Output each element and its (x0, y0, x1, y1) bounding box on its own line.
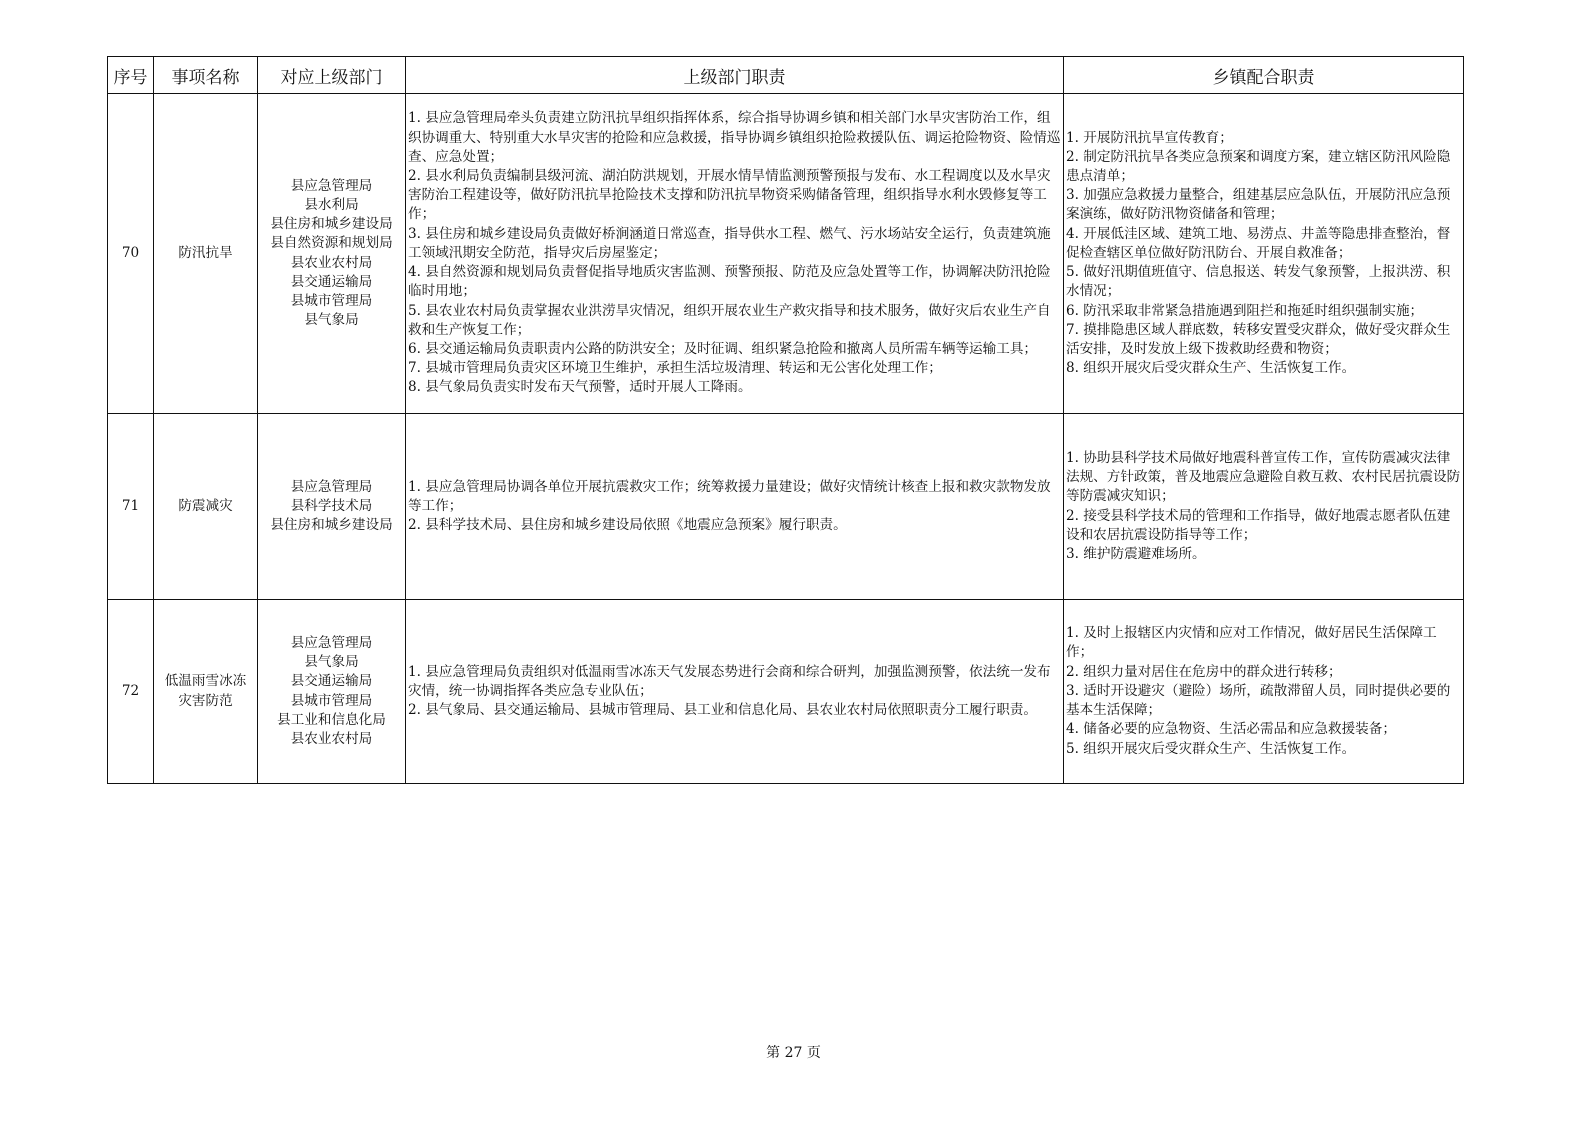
department-line: 县城市管理局 (290, 292, 373, 309)
row-item-name (154, 600, 258, 784)
duty-item: 8. 县气象局负责实时发布天气预警，适时开展人工降雨。 (408, 379, 752, 396)
department-line: 县气象局 (304, 654, 359, 671)
duty-table (107, 56, 1464, 784)
department-line: 县交通运输局 (290, 273, 373, 290)
duty-item: 6. 县交通运输局负责职责内公路的防洪安全；及时征调、组织紧急抢险和撤离人员所需车辆等运输工具； (408, 340, 1038, 357)
duty-item: 1. 及时上报辖区内灾情和应对工作情况，做好居民生活保障工作； (1066, 625, 1437, 661)
duty-item: 4. 储备必要的应急物资、生活必需品和应急救援装备； (1066, 721, 1396, 738)
row-town-duties (1064, 414, 1464, 600)
table-row (108, 94, 1464, 414)
duty-item: 2. 县水利局负责编制县级河流、湖泊防洪规划，开展水情旱情监测预警预报与发布、水工程调度以及水旱灾害防治工程建设等，做好防汛抗旱抢险技术支撑和防汛抗旱物资采购储备管理，组织指导水利水毁修复等工作； (408, 168, 1051, 223)
item-name-line: 防汛抗旱 (178, 244, 233, 261)
row-serial-number: 71 (108, 414, 154, 600)
duty-item: 3. 县住房和城乡建设局负责做好桥涧涵道日常巡查，指导供水工程、燃气、污水场站安全运行，负责建筑施工领域汛期安全防范，指导灾后房屋鉴定； (408, 225, 1051, 261)
row-upper-duties (406, 94, 1064, 414)
header-town-duties: 乡镇配合职责 (1064, 57, 1464, 94)
item-name-line: 灾害防范 (178, 692, 233, 709)
department-line: 县应急管理局 (290, 634, 373, 651)
header-item-name: 事项名称 (154, 57, 258, 94)
duty-item: 2. 县气象局、县交通运输局、县城市管理局、县工业和信息化局、县农业农村局依照职责分工履行职责。 (408, 702, 1038, 719)
duty-item: 4. 开展低洼区域、建筑工地、易涝点、井盖等隐患排查整治，督促检查辖区单位做好防汛防台、开展自救准备； (1066, 225, 1451, 261)
duty-item: 5. 做好汛期值班值守、信息报送、转发气象预警，上报洪涝、积水情况； (1066, 264, 1451, 300)
row-departments (258, 94, 406, 414)
department-line: 县农业农村局 (290, 730, 373, 747)
page-number: 第 27 页 (766, 1045, 821, 1061)
row-upper-duties (406, 600, 1064, 784)
row-departments (258, 600, 406, 784)
row-serial-number: 70 (108, 94, 154, 414)
row-upper-duties (406, 414, 1064, 600)
department-line: 县气象局 (304, 312, 359, 329)
table-row (108, 600, 1464, 784)
duty-item: 3. 加强应急救援力量整合，组建基层应急队伍，开展防汛应急预案演练，做好防汛物资储备和管理； (1066, 187, 1451, 223)
duty-item: 1. 县应急管理局负责组织对低温雨雪冰冻天气发展态势进行会商和综合研判，加强监测预警，依法统一发布灾情，统一协调指挥各类应急专业队伍； (408, 663, 1051, 699)
department-line: 县水利局 (304, 196, 359, 213)
department-line: 县住房和城乡建设局 (270, 517, 393, 534)
row-item-name (154, 94, 258, 414)
department-line: 县住房和城乡建设局 (270, 216, 393, 233)
duty-item: 5. 县农业农村局负责掌握农业洪涝旱灾情况，组织开展农业生产救灾指导和技术服务，做好灾后农业生产自救和生产恢复工作； (408, 302, 1051, 338)
header-upper-duties: 上级部门职责 (406, 57, 1064, 94)
department-line: 县城市管理局 (290, 692, 373, 709)
duty-item: 8. 组织开展灾后受灾群众生产、生活恢复工作。 (1066, 360, 1356, 377)
department-line: 县自然资源和规划局 (270, 235, 393, 252)
department-line: 县应急管理局 (290, 478, 373, 495)
duty-item: 3. 适时开设避灾（避险）场所，疏散滞留人员，同时提供必要的基本生活保障； (1066, 682, 1451, 719)
item-name-line: 防震减灾 (178, 497, 233, 514)
duty-item: 5. 组织开展灾后受灾群众生产、生活恢复工作。 (1066, 740, 1356, 757)
duty-item: 1. 协助县科学技术局做好地震科普宣传工作，宣传防震减灾法律法规、方针政策，普及地震应急避险自救互救、农村民居抗震设防等防震减灾知识； (1066, 449, 1461, 505)
header-serial-number: 序号 (108, 57, 154, 94)
duty-item: 2. 县科学技术局、县住房和城乡建设局依照《地震应急预案》履行职责。 (408, 517, 847, 534)
department-line: 县科学技术局 (290, 497, 373, 514)
duty-item: 3. 维护防震避难场所。 (1066, 545, 1206, 562)
duty-item: 1. 县应急管理局协调各单位开展抗震救灾工作；统筹救援力量建设；做好灾情统计核查上报和救灾款物发放等工作； (408, 478, 1051, 514)
duty-item: 1. 县应急管理局牵头负责建立防汛抗旱组织指挥体系，综合指导协调乡镇和相关部门水旱灾害防治工作，组织协调重大、特别重大水旱灾害的抢险和应急救援，指导协调乡镇组织抢险救援队伍、调运抢险物资、险情巡查、应急处置； (408, 110, 1061, 165)
row-departments (258, 414, 406, 600)
item-name-line: 低温雨雪冰冻 (164, 673, 247, 690)
table-row (108, 414, 1464, 600)
duty-item: 1. 开展防汛抗旱宣传教育； (1066, 129, 1233, 146)
duty-item: 2. 制定防汛抗旱各类应急预案和调度方案，建立辖区防汛风险隐患点清单； (1066, 148, 1451, 185)
row-town-duties (1064, 600, 1464, 784)
duty-item: 2. 组织力量对居住在危房中的群众进行转移； (1066, 663, 1342, 680)
row-item-name (154, 414, 258, 600)
department-line: 县应急管理局 (290, 177, 373, 194)
duty-item: 7. 摸排隐患区域人群底数，转移安置受灾群众，做好受灾群众生活安排，及时发放上级下拨救助经费和物资； (1066, 321, 1451, 357)
duty-item: 7. 县城市管理局负责灾区环境卫生维护，承担生活垃圾清理、转运和无公害化处理工作； (408, 360, 942, 377)
duty-item: 2. 接受县科学技术局的管理和工作指导，做好地震志愿者队伍建设和农居抗震设防指导等工作； (1066, 507, 1451, 543)
department-line: 县交通运输局 (290, 673, 373, 690)
row-town-duties (1064, 94, 1464, 414)
department-line: 县农业农村局 (290, 254, 373, 271)
department-line: 县工业和信息化局 (277, 711, 386, 728)
duty-item: 6. 防汛采取非常紧急措施遇到阻拦和拖延时组织强制实施； (1066, 302, 1424, 319)
row-serial-number: 72 (108, 600, 154, 784)
duty-item: 4. 县自然资源和规划局负责督促指导地质灾害监测、预警预报、防范及应急处置等工作，协调解决防汛抢险临时用地； (408, 264, 1051, 300)
header-upper-department: 对应上级部门 (258, 57, 406, 94)
table-header-row (108, 57, 1464, 94)
